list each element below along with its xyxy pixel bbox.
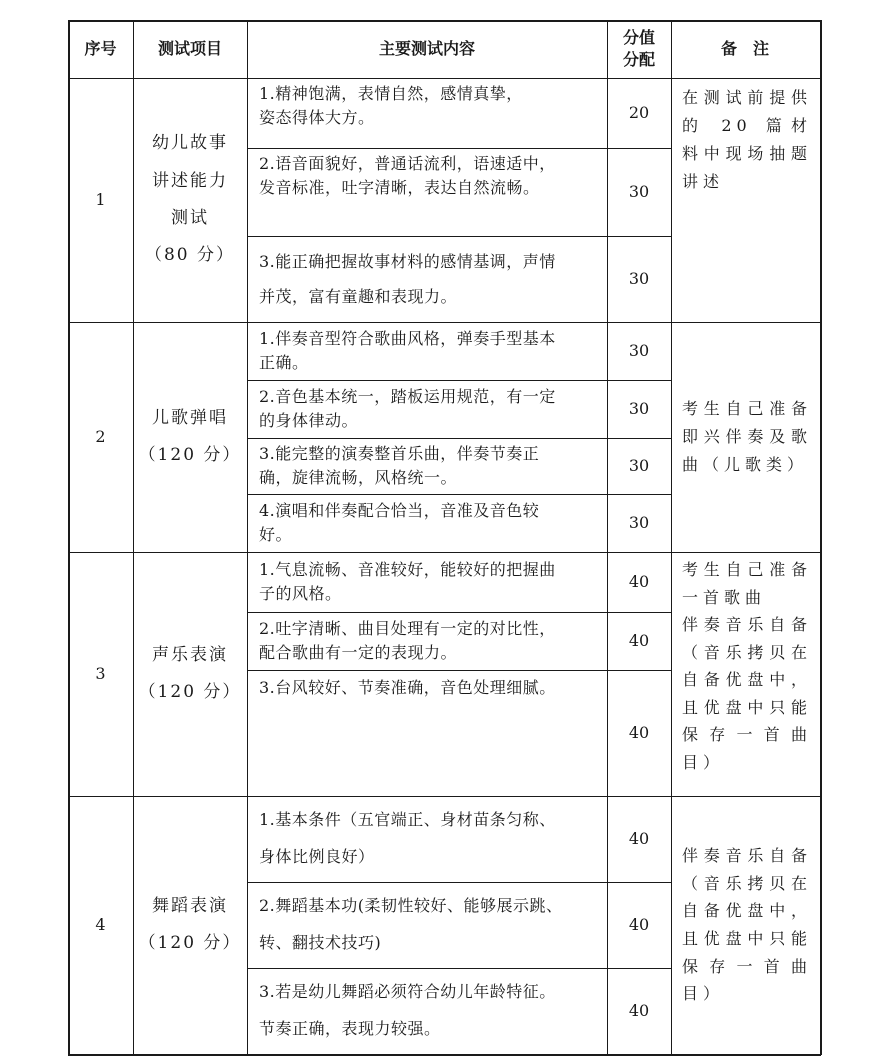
header-seq: 序号 — [84, 39, 117, 58]
row4-seq: 4 — [95, 915, 106, 934]
row2-criterion1: 1.伴奏音型符合歌曲风格，弹奏手型基本 正确。 — [259, 329, 556, 372]
row4-item — [133, 796, 247, 1054]
v-rule — [820, 20, 822, 1055]
header-content: 主要测试内容 — [378, 39, 475, 58]
row1-criterion1: 1.精神饱满，表情自然，感情真挚， 姿态得体大方。 — [259, 84, 523, 127]
row3-item-name: 声乐表演 — [152, 644, 228, 665]
header-score: 分值 分配 — [622, 28, 655, 69]
row1-score1: 20 — [628, 103, 650, 122]
row1-remark: 在测试前提供的 20 篇材料中现场抽题讲述 — [682, 88, 812, 191]
row3-criterion2: 2.吐字清晰、曲目处理有一定的对比性， 配合歌曲有一定的表现力。 — [259, 619, 556, 662]
header-item: 测试项目 — [157, 39, 222, 58]
row3-score2: 40 — [628, 631, 650, 650]
header-remark: 备 注 — [720, 39, 769, 58]
row2-score1: 30 — [628, 341, 650, 360]
row4-item-name: 舞蹈表演 — [152, 895, 228, 916]
row2-score4: 30 — [628, 513, 650, 532]
row2-item-score: （120 分） — [138, 445, 242, 465]
row4-score2: 40 — [628, 915, 650, 934]
row4-criterion3: 3.若是幼儿舞蹈必须符合幼儿年龄特征。 节奏正确，表现力较强。 — [259, 982, 556, 1038]
row1-criterion2: 2.语音面貌好，普通话流利，语速适中， 发音标准，吐字清晰，表达自然流畅。 — [259, 154, 556, 197]
row3-seq: 3 — [95, 664, 106, 683]
row2-item — [133, 322, 247, 552]
v-rule — [671, 20, 672, 1055]
row2-criterion2: 2.音色基本统一，踏板运用规范，有一定 的身体律动。 — [259, 387, 556, 430]
row3-criterion3: 3.台风较好、节奏准确，音色处理细腻。 — [259, 678, 556, 697]
row2-score3: 30 — [628, 456, 650, 475]
row1-criterion3: 3.能正确把握故事材料的感情基调，声情 并茂，富有童趣和表现力。 — [259, 251, 556, 306]
row1-score3: 30 — [628, 269, 650, 288]
h-rule — [68, 1054, 821, 1056]
row1-item — [133, 78, 247, 322]
row3-item-score: （120 分） — [138, 682, 242, 702]
row4-remark: 伴奏音乐自备（音乐拷贝在自备优盘中，且优盘中只能保存一首曲目） — [682, 846, 812, 1004]
row4-item-score: （120 分） — [138, 933, 242, 953]
row2-remark: 考生自己准备即兴伴奏及歌曲（儿歌类） — [682, 399, 812, 474]
row1-item-score: （80 分） — [144, 245, 236, 266]
row4-score1: 40 — [628, 829, 650, 848]
row1-score2: 30 — [628, 182, 650, 201]
row3-remark: 考生自己准备一首歌曲 伴奏音乐自备（音乐拷贝在自备优盘中，且优盘中只能保存一首曲目） — [682, 560, 812, 772]
row2-criterion3: 3.能完整的演奏整首乐曲，伴奏节奏正 确，旋律流畅，风格统一。 — [259, 444, 540, 487]
row4-criterion1: 1.基本条件（五官端正、身材苗条匀称、 身体比例良好） — [259, 810, 556, 866]
row3-score3: 40 — [628, 723, 650, 742]
row3-score1: 40 — [628, 572, 650, 591]
row4-criterion2: 2.舞蹈基本功(柔韧性较好、能够展示跳、 转、翻技术技巧) — [259, 896, 563, 952]
row2-seq: 2 — [95, 427, 106, 446]
row3-criterion1: 1.气息流畅、音准较好，能较好的把握曲 子的风格。 — [259, 560, 556, 603]
row2-score2: 30 — [628, 399, 650, 418]
row3-item — [133, 552, 247, 796]
row1-item-name: 幼儿故事 讲述能力 测试 — [152, 133, 228, 228]
row1-seq: 1 — [95, 190, 106, 209]
row2-item-name: 儿歌弹唱 — [152, 407, 228, 428]
row2-criterion4: 4.演唱和伴奏配合恰当，音准及音色较 好。 — [259, 501, 540, 544]
row4-score3: 40 — [628, 1001, 650, 1020]
